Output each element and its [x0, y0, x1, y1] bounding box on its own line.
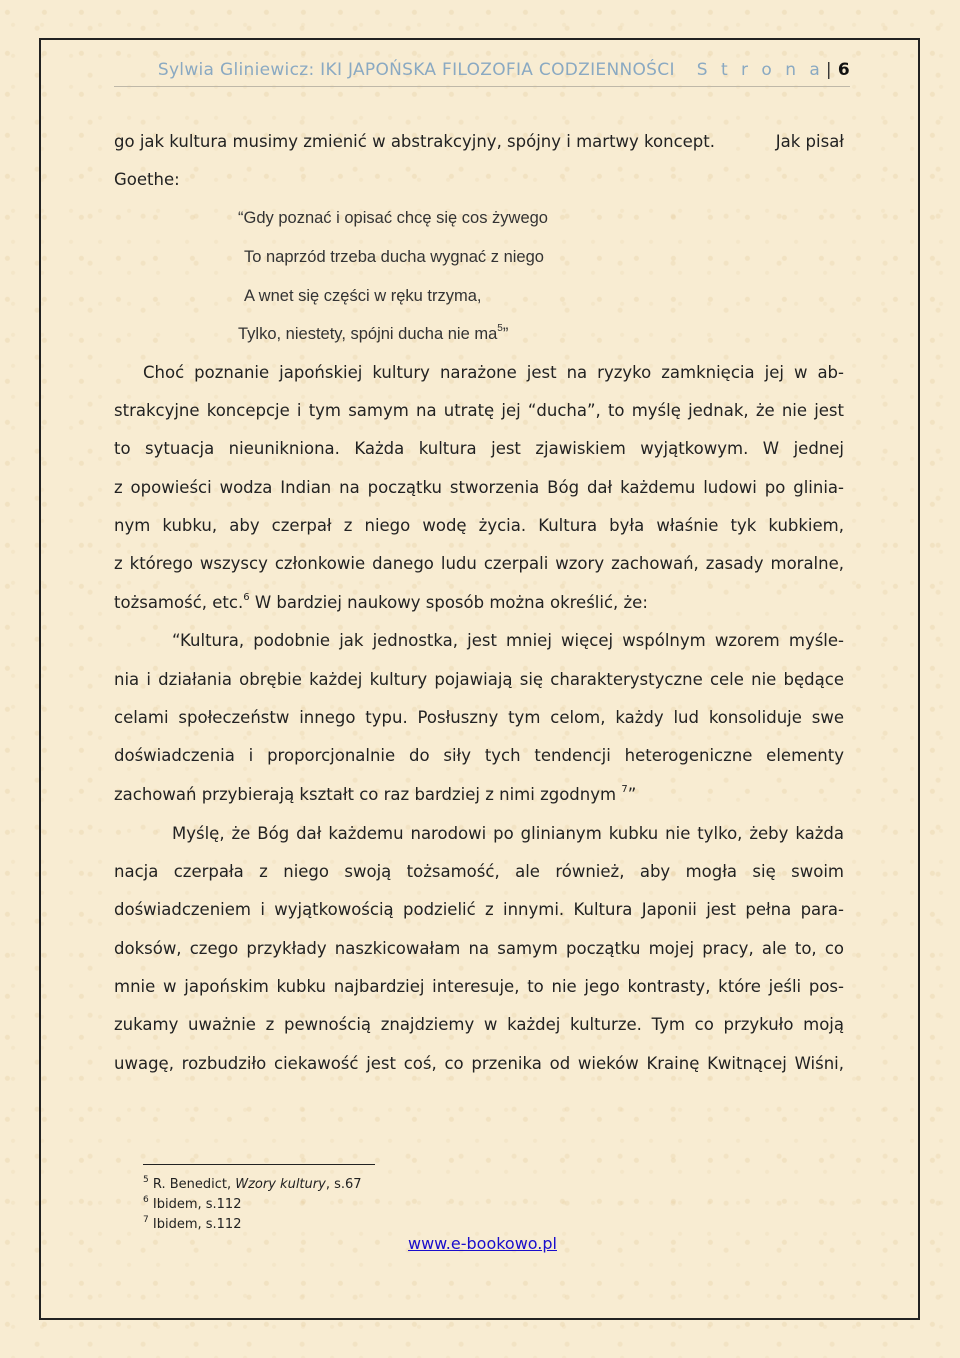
paragraph-line: nacja czerpała z niego swoją tożsamość, ale również, aby mogła się swoim: [114, 862, 844, 881]
poem-line: Tylko, niestety, spójni ducha nie $ma^5$”: [238, 323, 509, 343]
footnote: $^6$ Ibidem, s.112: [143, 1195, 242, 1212]
paragraph-line: mnie w japońskim kubku najbardziej interesuje, to nie jego kontrasty, które jeśli pos-: [114, 977, 844, 996]
header-separator: |: [825, 60, 832, 80]
paragraph-line: doświadczeniem i wyjątkowością podzielić z innymi. Kultura Japonii jest pełna para-: [114, 900, 844, 919]
poem-line: To naprzód trzeba ducha wygnać z niego: [244, 248, 544, 266]
header-page-label: S t r o n a: [696, 60, 824, 80]
header-title: Sylwia Gliniewicz: IKI JAPOŃSKA FILOZOFIA CODZIENNOŚCI: [157, 60, 675, 80]
website-link[interactable]: www.e-bookowo.pl: [408, 1234, 557, 1253]
paragraph-line: nym kubku, aby czerpał z niego wodę życia. Kultura była właśnie tyk kubkiem,: [114, 516, 844, 535]
footnote-ref: 5: [497, 323, 503, 334]
paragraph-line: zukamy uważnie z pewnością znajdziemy w każdej kulturze. Tym co przykuło moją: [114, 1015, 844, 1034]
body-line: Goethe:: [114, 170, 180, 189]
quote-line: zachowań przybierają kształt co raz bardziej z nimi zgodnym $^7$”: [114, 784, 637, 804]
footnote-separator: [143, 1164, 375, 1165]
quote-line: “Kultura, podobnie jak jednostka, jest mniej więcej wspólnym wzorem myśle-: [172, 631, 844, 650]
footnote: $^7$ Ibidem, s.112: [143, 1215, 242, 1232]
paragraph-line: to sytuacja nieunikniona. Każda kultura jest zjawiskiem wyjątkowym. W jednej: [114, 439, 844, 458]
quote-line: nia i działania obrębie każdej kultury pojawiają się charakterystyczne cele nie będące: [114, 670, 844, 689]
footnote: $^5$ R. Benedict, Wzory kultury, s.67: [143, 1175, 362, 1192]
footnote-ref: 6: [243, 592, 250, 603]
paragraph-line: Myślę, że Bóg dał każdemu narodowi po glinianym kubku nie tylko, żeby każda: [172, 824, 844, 843]
paragraph-line: uwagę, rozbudziło ciekawość jest coś, co przenika od wieków Krainę Kwitnącej Wiśni,: [114, 1054, 844, 1073]
paragraph-line: tożsamość, etc.$^6$ W bardziej naukowy sposób można określić, że:: [114, 592, 648, 612]
paragraph-line: doksów, czego przykłady naszkicowałam na samym początku mojej pracy, ale to, co: [114, 939, 844, 958]
quote-line: doświadczenia i proporcjonalnie do siły tych tendencji heterogeniczne elementy: [114, 746, 844, 765]
body-line: go jak kultura musimy zmienić w abstrakcyjny, spójny i martwy koncept. Jak pisał: [114, 132, 844, 151]
running-header: [114, 56, 850, 87]
paragraph-line: z którego wszyscy członkowie danego ludu czerpali wzory zachowań, zasady moralne,: [114, 554, 844, 573]
paragraph-line: strakcyjne koncepcje i tym samym na utratę jej “ducha”, to myślę jednak, że nie jest: [114, 401, 844, 420]
paragraph-line: Choć poznanie japońskiej kultury narażone jest na ryzyko zamknięcia jej w ab-: [143, 363, 844, 382]
paragraph-line: z opowieści wodza Indian na początku stworzenia Bóg dał każdemu ludowi po glinia-: [114, 478, 844, 497]
page-number: 6: [837, 60, 850, 80]
poem-line: “Gdy poznać i opisać chcę się cos żywego: [238, 209, 548, 227]
footnote-ref: 7: [621, 784, 628, 795]
quote-line: celami społeczeństw innego typu. Posłuszny tym celom, każdy lud konsoliduje swe: [114, 708, 844, 727]
poem-line: A wnet się części w ręku trzyma,: [244, 287, 482, 305]
